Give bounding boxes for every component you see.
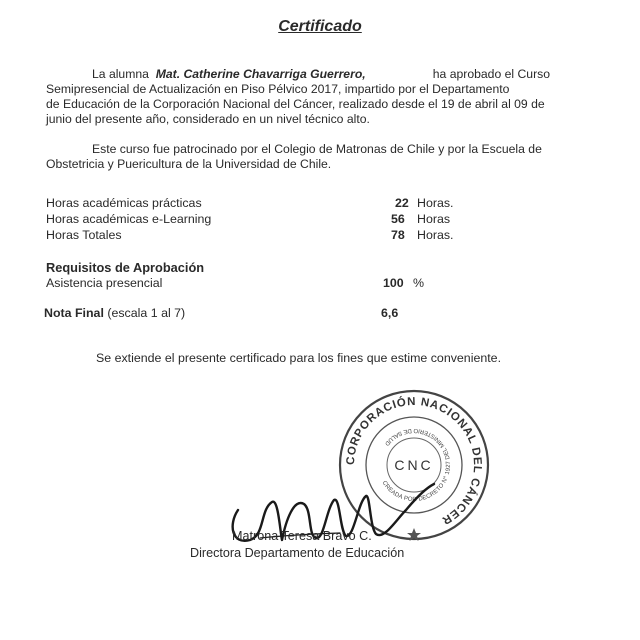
attendance-unit: % <box>413 276 425 290</box>
hours-label: Horas académicas e-Learning <box>46 212 212 226</box>
intro-text: La alumna <box>92 67 149 81</box>
closing-text: Se extiende el presente certificado para los fines que estime conveniente. <box>96 351 502 365</box>
stamp-inner-text: CREADA POR DECRETO N° 1927 DEL MINISTERIO DE SALUD <box>380 426 453 504</box>
attendance-value: 100 <box>383 276 404 290</box>
signatory-position: Directora Departamento de Educación <box>190 546 405 560</box>
final-grade-row <box>44 306 185 320</box>
stamp-center-text: CNC <box>394 457 434 473</box>
requirements-heading: Requisitos de Aprobación <box>46 260 205 275</box>
final-grade-scale: (escala 1 al 7) <box>107 306 186 320</box>
paragraph-line: Este curso fue patrocinado por el Colegio de Matronas de Chile y por la Escuela de <box>92 142 542 156</box>
student-name: Mat. Catherine Chavarriga Guerrero, <box>155 67 366 81</box>
signatory-name: Matrona Teresa Bravo C. <box>232 529 372 543</box>
body-paragraph-2 <box>46 142 550 172</box>
hours-unit: Horas <box>417 212 451 226</box>
body-paragraph-1 <box>46 67 550 127</box>
hours-unit: Horas. <box>417 196 454 210</box>
final-grade-label: Nota Final <box>44 306 104 320</box>
attendance-label: Asistencia presencial <box>46 276 163 290</box>
final-grade-value: 6,6 <box>381 306 399 320</box>
hours-value: 78 <box>391 228 405 242</box>
stamp-outer-text: CORPORACIÓN NACIONAL DEL CÁNCER <box>344 395 484 527</box>
approval-text: ha aprobado el Curso <box>432 67 550 81</box>
paragraph-line: junio del presente año, considerado en un nivel técnico alto. <box>46 112 370 126</box>
hours-label: Horas Totales <box>46 228 122 242</box>
hours-value: 56 <box>391 212 405 226</box>
paragraph-line: Semipresencial de Actualización en Piso Pélvico 2017, impartido por el Departamento <box>46 82 510 96</box>
hours-unit: Horas. <box>417 228 454 242</box>
hours-value: 22 <box>395 196 409 210</box>
paragraph-line: de Educación de la Corporación Nacional del Cáncer, realizado desde el 19 de abril al 09 de <box>46 97 545 111</box>
certificate-title: Certificado <box>278 18 362 35</box>
hours-label: Horas académicas prácticas <box>46 196 202 210</box>
paragraph-line: Obstetricia y Puericultura de la Universidad de Chile. <box>46 157 332 171</box>
